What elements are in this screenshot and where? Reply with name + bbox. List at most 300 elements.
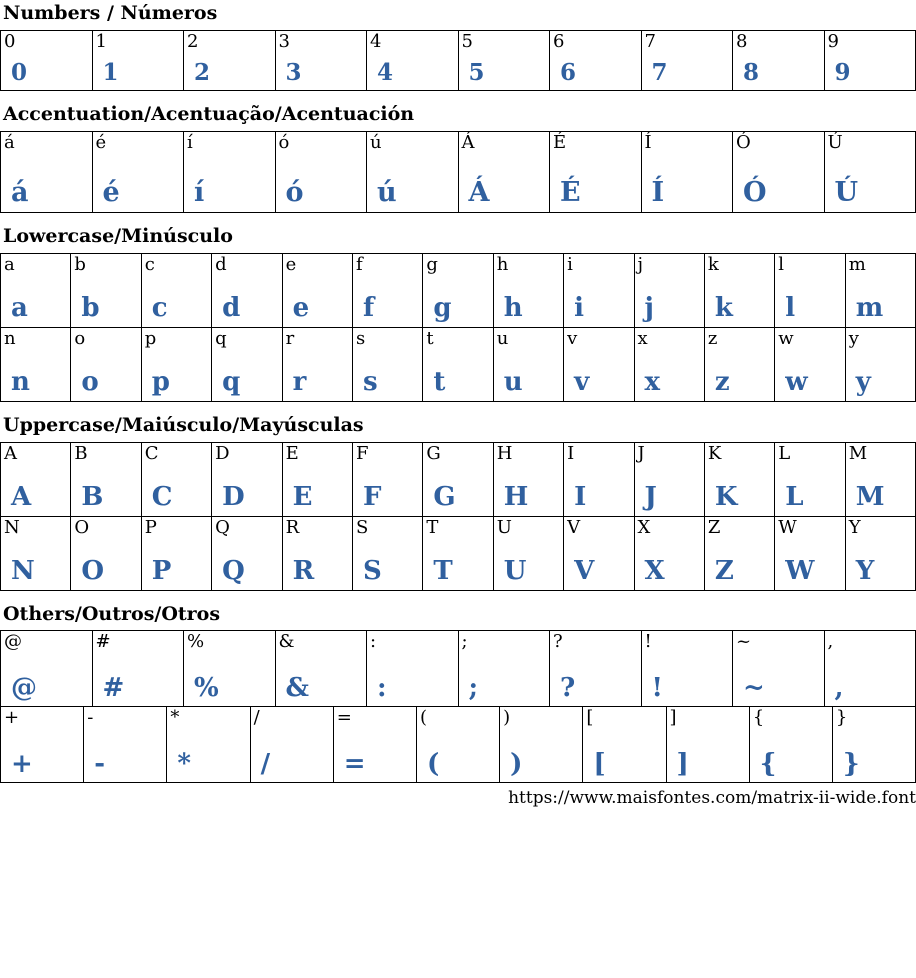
glyph-cell	[635, 328, 705, 402]
glyph-cell	[846, 328, 916, 402]
glyph-row	[1, 443, 916, 517]
reference-glyph: P	[145, 518, 210, 539]
preview-glyph: G	[426, 485, 491, 510]
preview-glyph: v	[567, 370, 632, 395]
reference-glyph: @	[4, 632, 91, 653]
reference-glyph: Z	[708, 518, 773, 539]
preview-glyph: É	[553, 180, 640, 206]
preview-glyph: m	[849, 296, 914, 321]
glyph-cell	[1, 631, 93, 707]
reference-glyph: j	[638, 255, 703, 276]
glyph-cell	[1, 443, 71, 517]
preview-glyph: u	[497, 370, 562, 395]
reference-glyph: 4	[370, 32, 457, 53]
section-lowercase	[0, 226, 916, 402]
glyph-cell	[276, 31, 368, 91]
glyph-cell	[283, 328, 353, 402]
preview-glyph: s	[356, 370, 421, 395]
glyph-cell	[705, 517, 775, 591]
glyph-cell	[642, 631, 734, 707]
reference-glyph: X	[638, 518, 703, 539]
glyph-cell	[184, 132, 276, 213]
preview-glyph: 5	[462, 62, 549, 84]
preview-glyph: -	[87, 752, 165, 777]
preview-glyph: k	[708, 296, 773, 321]
reference-glyph: L	[778, 444, 843, 465]
glyph-cell	[276, 631, 368, 707]
reference-glyph: :	[370, 632, 457, 653]
preview-glyph: x	[638, 370, 703, 395]
preview-glyph: T	[426, 559, 491, 584]
reference-glyph: Á	[462, 133, 549, 154]
preview-glyph: E	[286, 485, 351, 510]
preview-glyph: :	[370, 676, 457, 701]
reference-glyph: Q	[215, 518, 280, 539]
reference-glyph: s	[356, 329, 421, 350]
glyph-cell	[142, 517, 212, 591]
preview-glyph: J	[638, 485, 703, 510]
glyph-cell	[283, 254, 353, 328]
preview-glyph: ,	[828, 676, 915, 701]
preview-glyph: #	[96, 676, 183, 701]
reference-glyph: 9	[828, 32, 915, 53]
glyph-table-others	[0, 630, 916, 783]
glyph-cell	[494, 328, 564, 402]
glyph-cell	[459, 31, 551, 91]
preview-glyph: 9	[828, 62, 915, 84]
preview-glyph: {	[753, 752, 831, 777]
glyph-cell	[212, 517, 282, 591]
glyph-cell	[459, 631, 551, 707]
reference-glyph: /	[254, 708, 332, 729]
preview-glyph: }	[836, 752, 914, 777]
preview-glyph: %	[187, 676, 274, 701]
preview-glyph: 0	[4, 62, 91, 84]
glyph-cell	[564, 328, 634, 402]
glyph-cell	[564, 517, 634, 591]
glyph-row	[1, 31, 916, 91]
preview-glyph: 3	[279, 62, 366, 84]
glyph-cell	[251, 707, 334, 783]
reference-glyph: C	[145, 444, 210, 465]
preview-glyph: a	[4, 296, 69, 321]
glyph-cell	[184, 31, 276, 91]
reference-glyph: !	[645, 632, 732, 653]
preview-glyph: w	[778, 370, 843, 395]
glyph-cell	[142, 443, 212, 517]
preview-glyph: P	[145, 559, 210, 584]
reference-glyph: m	[849, 255, 914, 276]
reference-glyph: )	[503, 708, 581, 729]
reference-glyph: +	[4, 708, 82, 729]
preview-glyph: +	[4, 752, 82, 777]
reference-glyph: o	[74, 329, 139, 350]
glyph-cell	[775, 328, 845, 402]
preview-glyph: ]	[670, 752, 748, 777]
glyph-cell	[550, 132, 642, 213]
preview-glyph: H	[497, 485, 562, 510]
preview-glyph: X	[638, 559, 703, 584]
preview-glyph: =	[337, 752, 415, 777]
reference-glyph: W	[778, 518, 843, 539]
reference-glyph: Y	[849, 518, 914, 539]
preview-glyph: M	[849, 485, 914, 510]
reference-glyph: O	[74, 518, 139, 539]
preview-glyph: q	[215, 370, 280, 395]
reference-glyph: b	[74, 255, 139, 276]
preview-glyph: N	[4, 559, 69, 584]
section-accentuation	[0, 104, 916, 213]
preview-glyph: Í	[645, 180, 732, 206]
glyph-table-uppercase	[0, 442, 916, 591]
glyph-cell	[500, 707, 583, 783]
reference-glyph: (	[420, 708, 498, 729]
reference-glyph: n	[4, 329, 69, 350]
glyph-cell	[71, 254, 141, 328]
reference-glyph: Í	[645, 133, 732, 154]
reference-glyph: í	[187, 133, 274, 154]
glyph-cell	[71, 517, 141, 591]
glyph-cell	[494, 443, 564, 517]
preview-glyph: A	[4, 485, 69, 510]
preview-glyph: 2	[187, 62, 274, 84]
reference-glyph: -	[87, 708, 165, 729]
preview-glyph: W	[778, 559, 843, 584]
preview-glyph: ú	[370, 180, 457, 206]
preview-glyph: 6	[553, 62, 640, 84]
preview-glyph: ó	[279, 180, 366, 206]
preview-glyph: g	[426, 296, 491, 321]
section-uppercase	[0, 415, 916, 591]
glyph-cell	[583, 707, 666, 783]
preview-glyph: 7	[645, 62, 732, 84]
glyph-cell	[750, 707, 833, 783]
preview-glyph: 1	[96, 62, 183, 84]
preview-glyph: n	[4, 370, 69, 395]
reference-glyph: 0	[4, 32, 91, 53]
glyph-cell	[423, 517, 493, 591]
glyph-cell	[846, 517, 916, 591]
glyph-cell	[733, 132, 825, 213]
reference-glyph: *	[170, 708, 248, 729]
glyph-table-accentuation	[0, 131, 916, 213]
reference-glyph: f	[356, 255, 421, 276]
glyph-cell	[1, 707, 84, 783]
reference-glyph: #	[96, 632, 183, 653]
reference-glyph: Ú	[828, 133, 915, 154]
reference-glyph: J	[638, 444, 703, 465]
glyph-cell	[733, 631, 825, 707]
glyph-cell	[494, 254, 564, 328]
reference-glyph: ;	[462, 632, 549, 653]
reference-glyph: 5	[462, 32, 549, 53]
glyph-cell	[775, 443, 845, 517]
preview-glyph: Ú	[828, 180, 915, 206]
reference-glyph: g	[426, 255, 491, 276]
glyph-cell	[564, 254, 634, 328]
glyph-cell	[642, 31, 734, 91]
glyph-cell	[353, 443, 423, 517]
preview-glyph: D	[215, 485, 280, 510]
glyph-row	[1, 707, 916, 783]
preview-glyph: /	[254, 752, 332, 777]
reference-glyph: x	[638, 329, 703, 350]
section-title-lowercase: Lowercase/Minúsculo	[3, 226, 916, 247]
preview-glyph: Ó	[736, 180, 823, 206]
glyph-cell	[276, 132, 368, 213]
glyph-row	[1, 517, 916, 591]
glyph-cell	[84, 707, 167, 783]
reference-glyph: y	[849, 329, 914, 350]
glyph-cell	[705, 443, 775, 517]
glyph-row	[1, 254, 916, 328]
preview-glyph: B	[74, 485, 139, 510]
reference-glyph: ]	[670, 708, 748, 729]
glyph-cell	[825, 631, 916, 707]
reference-glyph: p	[145, 329, 210, 350]
preview-glyph: p	[145, 370, 210, 395]
preview-glyph: r	[286, 370, 351, 395]
footer-url: https://www.maisfontes.com/matrix-ii-wide.font	[0, 788, 916, 808]
reference-glyph: A	[4, 444, 69, 465]
glyph-cell	[367, 132, 459, 213]
reference-glyph: {	[753, 708, 831, 729]
section-numbers	[0, 3, 916, 91]
glyph-cell	[423, 254, 493, 328]
reference-glyph: É	[553, 133, 640, 154]
reference-glyph: ,	[828, 632, 915, 653]
preview-glyph: j	[638, 296, 703, 321]
glyph-row	[1, 328, 916, 402]
glyph-cell	[705, 328, 775, 402]
glyph-cell	[353, 328, 423, 402]
glyph-table-numbers	[0, 30, 916, 91]
glyph-cell	[71, 328, 141, 402]
reference-glyph: é	[96, 133, 183, 154]
glyph-table-lowercase	[0, 253, 916, 402]
reference-glyph: c	[145, 255, 210, 276]
reference-glyph: =	[337, 708, 415, 729]
reference-glyph: 7	[645, 32, 732, 53]
glyph-cell	[93, 31, 185, 91]
preview-glyph: [	[586, 752, 664, 777]
glyph-cell	[550, 31, 642, 91]
preview-glyph: 4	[370, 62, 457, 84]
reference-glyph: R	[286, 518, 351, 539]
preview-glyph: &	[279, 676, 366, 701]
preview-glyph: e	[286, 296, 351, 321]
preview-glyph: i	[567, 296, 632, 321]
section-title-accentuation: Accentuation/Acentuação/Acentuación	[3, 104, 916, 125]
preview-glyph: c	[145, 296, 210, 321]
preview-glyph: V	[567, 559, 632, 584]
reference-glyph: 1	[96, 32, 183, 53]
reference-glyph: N	[4, 518, 69, 539]
preview-glyph: é	[96, 180, 183, 206]
reference-glyph: 3	[279, 32, 366, 53]
glyph-cell	[93, 132, 185, 213]
reference-glyph: H	[497, 444, 562, 465]
preview-glyph: Á	[462, 180, 549, 206]
glyph-cell	[705, 254, 775, 328]
reference-glyph: e	[286, 255, 351, 276]
preview-glyph: ~	[736, 676, 823, 701]
reference-glyph: i	[567, 255, 632, 276]
glyph-cell	[635, 254, 705, 328]
glyph-row	[1, 132, 916, 213]
reference-glyph: h	[497, 255, 562, 276]
glyph-cell	[353, 254, 423, 328]
reference-glyph: %	[187, 632, 274, 653]
preview-glyph: y	[849, 370, 914, 395]
glyph-cell	[184, 631, 276, 707]
preview-glyph: á	[4, 180, 91, 206]
glyph-cell	[212, 328, 282, 402]
preview-glyph: U	[497, 559, 562, 584]
preview-glyph: ?	[553, 676, 640, 701]
glyph-row	[1, 631, 916, 707]
reference-glyph: u	[497, 329, 562, 350]
glyph-cell	[846, 254, 916, 328]
glyph-cell	[283, 517, 353, 591]
glyph-cell	[494, 517, 564, 591]
glyph-cell	[833, 707, 916, 783]
glyph-cell	[283, 443, 353, 517]
glyph-cell	[423, 443, 493, 517]
reference-glyph: v	[567, 329, 632, 350]
glyph-cell	[1, 132, 93, 213]
glyph-cell	[642, 132, 734, 213]
glyph-cell	[212, 254, 282, 328]
glyph-cell	[635, 517, 705, 591]
reference-glyph: 2	[187, 32, 274, 53]
glyph-cell	[334, 707, 417, 783]
reference-glyph: I	[567, 444, 632, 465]
preview-glyph: )	[503, 752, 581, 777]
glyph-cell	[775, 517, 845, 591]
glyph-cell	[353, 517, 423, 591]
reference-glyph: w	[778, 329, 843, 350]
glyph-cell	[71, 443, 141, 517]
reference-glyph: 8	[736, 32, 823, 53]
section-title-others: Others/Outros/Otros	[3, 604, 916, 625]
glyph-cell	[1, 31, 93, 91]
preview-glyph: o	[74, 370, 139, 395]
glyph-cell	[367, 631, 459, 707]
glyph-cell	[846, 443, 916, 517]
preview-glyph: R	[286, 559, 351, 584]
reference-glyph: V	[567, 518, 632, 539]
reference-glyph: E	[286, 444, 351, 465]
glyph-cell	[775, 254, 845, 328]
preview-glyph: d	[215, 296, 280, 321]
glyph-cell	[142, 254, 212, 328]
reference-glyph: &	[279, 632, 366, 653]
preview-glyph: F	[356, 485, 421, 510]
preview-glyph: 8	[736, 62, 823, 84]
reference-glyph: ó	[279, 133, 366, 154]
reference-glyph: M	[849, 444, 914, 465]
glyph-cell	[825, 132, 916, 213]
reference-glyph: }	[836, 708, 914, 729]
preview-glyph: z	[708, 370, 773, 395]
glyph-cell	[550, 631, 642, 707]
reference-glyph: [	[586, 708, 664, 729]
glyph-cell	[635, 443, 705, 517]
glyph-cell	[142, 328, 212, 402]
glyph-cell	[1, 328, 71, 402]
preview-glyph: b	[74, 296, 139, 321]
section-title-numbers: Numbers / Números	[3, 3, 916, 24]
preview-glyph: Y	[849, 559, 914, 584]
glyph-cell	[564, 443, 634, 517]
glyph-cell	[423, 328, 493, 402]
reference-glyph: F	[356, 444, 421, 465]
reference-glyph: z	[708, 329, 773, 350]
preview-glyph: O	[74, 559, 139, 584]
reference-glyph: á	[4, 133, 91, 154]
reference-glyph: d	[215, 255, 280, 276]
preview-glyph: S	[356, 559, 421, 584]
glyph-cell	[459, 132, 551, 213]
reference-glyph: D	[215, 444, 280, 465]
preview-glyph: t	[426, 370, 491, 395]
preview-glyph: !	[645, 676, 732, 701]
preview-glyph: h	[497, 296, 562, 321]
reference-glyph: ~	[736, 632, 823, 653]
preview-glyph: *	[170, 752, 248, 777]
preview-glyph: C	[145, 485, 210, 510]
glyph-cell	[212, 443, 282, 517]
reference-glyph: r	[286, 329, 351, 350]
preview-glyph: f	[356, 296, 421, 321]
reference-glyph: G	[426, 444, 491, 465]
glyph-cell	[367, 31, 459, 91]
reference-glyph: 6	[553, 32, 640, 53]
preview-glyph: Z	[708, 559, 773, 584]
glyph-cell	[667, 707, 750, 783]
preview-glyph: ;	[462, 676, 549, 701]
section-others	[0, 604, 916, 784]
reference-glyph: t	[426, 329, 491, 350]
preview-glyph: l	[778, 296, 843, 321]
reference-glyph: q	[215, 329, 280, 350]
preview-glyph: K	[708, 485, 773, 510]
preview-glyph: L	[778, 485, 843, 510]
glyph-cell	[167, 707, 250, 783]
glyph-cell	[93, 631, 185, 707]
reference-glyph: K	[708, 444, 773, 465]
preview-glyph: í	[187, 180, 274, 206]
reference-glyph: l	[778, 255, 843, 276]
reference-glyph: Ó	[736, 133, 823, 154]
preview-glyph: Q	[215, 559, 280, 584]
reference-glyph: S	[356, 518, 421, 539]
section-title-uppercase: Uppercase/Maiúsculo/Mayúsculas	[3, 415, 916, 436]
glyph-cell	[825, 31, 916, 91]
glyph-cell	[733, 31, 825, 91]
preview-glyph: (	[420, 752, 498, 777]
reference-glyph: U	[497, 518, 562, 539]
glyph-cell	[417, 707, 500, 783]
reference-glyph: ?	[553, 632, 640, 653]
reference-glyph: ú	[370, 133, 457, 154]
glyph-cell	[1, 517, 71, 591]
reference-glyph: T	[426, 518, 491, 539]
preview-glyph: I	[567, 485, 632, 510]
reference-glyph: a	[4, 255, 69, 276]
preview-glyph: @	[4, 676, 91, 701]
